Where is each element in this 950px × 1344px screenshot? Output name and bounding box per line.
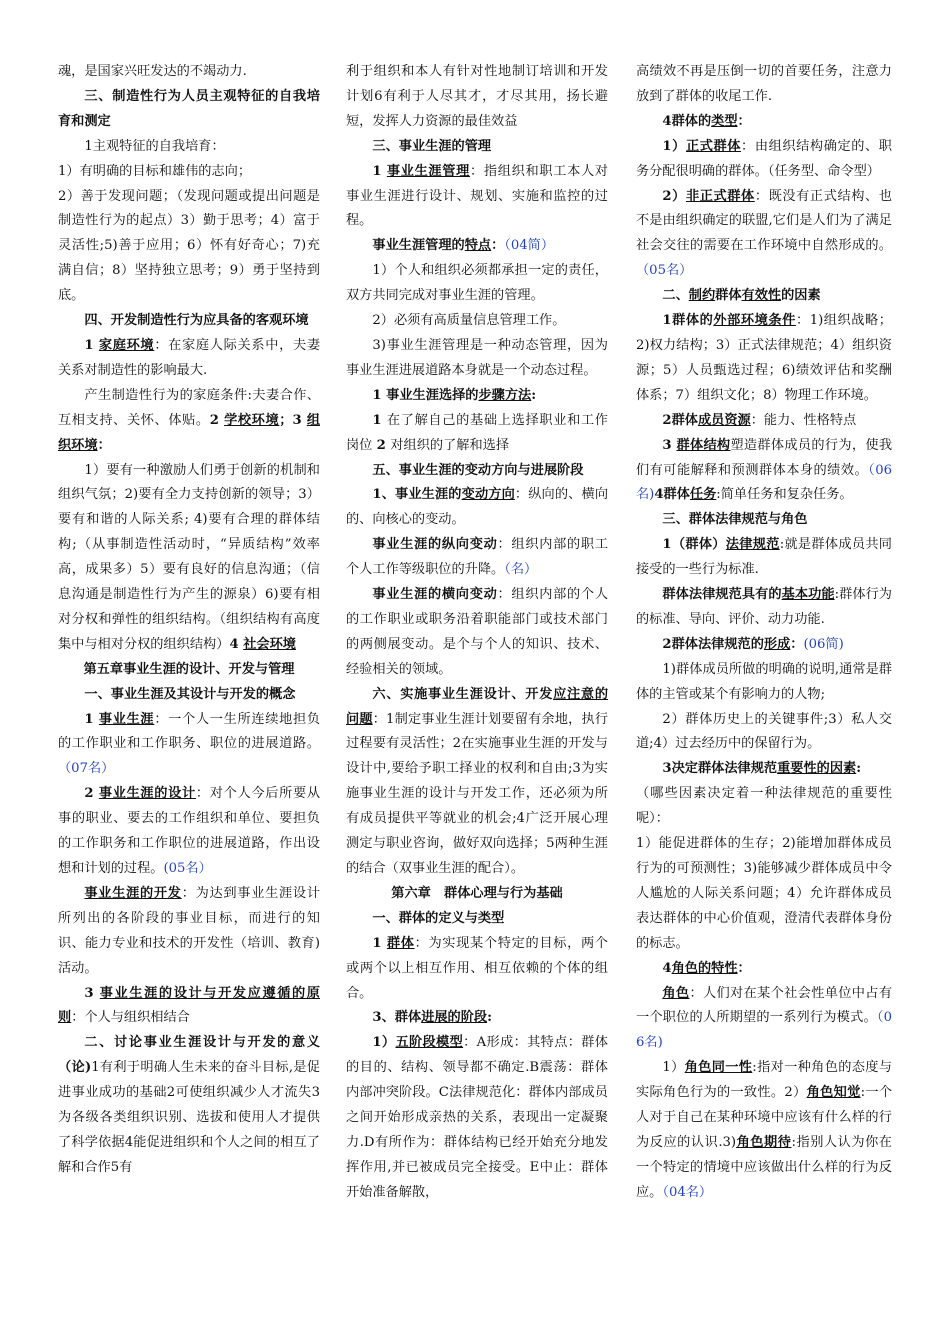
term-number: 1 <box>372 163 387 179</box>
paragraph <box>58 384 320 459</box>
punct: ； <box>279 412 293 428</box>
paragraph <box>346 160 608 235</box>
text: 1）要有一种激励人们勇于创新的机制和组织气氛；2)要有全力支持创新的领导；3）要有和谐的人际关系; 4)要有合理的群体结构;（从事制造性活动时，“异质结构”效率高，成果多）5）要有良好的信息沟通；（信息沟通是制造性行为产生的源泉）6)要有相对分权和弹性的组织结构。（组织结构有高度集中与相对分权的组织结构） <box>58 462 320 652</box>
definition: ：对个人今后所要从事的职业、要去的工作组织和单位、要担负的工作职务和工作职位的进展道路，作出设想和计划的过程。 <box>58 786 321 876</box>
paragraph <box>58 782 320 882</box>
definition: :一个人对于自己在某种环境中应该有什么样的行为反应的认识.3) <box>636 1085 893 1150</box>
term: 3、群体 <box>372 1010 422 1026</box>
term: 2群体 <box>662 412 698 428</box>
punct: ： <box>790 636 804 652</box>
term: 事业生涯的设计与开发应遵循的原则 <box>58 985 320 1026</box>
term: 学校环境 <box>224 412 280 428</box>
term-number: 2 <box>84 786 99 802</box>
text: 产生制造性行为的家庭条件:夫妻合作、互相支持、关怀、体贴。 <box>58 387 320 428</box>
term-number: 2 <box>376 437 391 453</box>
section-heading: 一、群体的定义与类型 <box>372 910 505 926</box>
section-heading: 三、事业生涯的管理 <box>372 138 492 154</box>
term: 角色同一性 <box>684 1060 753 1076</box>
paragraph <box>636 309 892 409</box>
definition: ：1制定事业生涯计划要留有余地，执行过程要有灵活性；2在实施事业生涯的开发与设计中,要给予职工择业的权利和自由;3为实施事业生涯的设计与开发工作，还必须为所有成员提供平等就业的机会;4广泛开展心理测定与职业咨询，做好双向选择；5两种生涯的结合（双事业生涯的配合）。 <box>346 711 609 876</box>
punct: ： <box>737 960 751 976</box>
definition: ：为达到事业生涯设计所列出的各阶段的事业目标，而进行的知识、能力专业和技术的开发性（培训、教育)活动。 <box>58 885 321 976</box>
definition: ：组织内部的职工个人工作等级职位的升降。 <box>346 537 609 578</box>
paragraph: 1）个人和组织必须都承担一定的责任，双方共同完成对事业生涯的管理。 <box>346 263 608 304</box>
term: 4群体 <box>654 487 690 503</box>
section-heading: 四、开发制造性行为应具备的客观环境 <box>84 313 309 329</box>
term-number: 1 <box>84 711 99 727</box>
chapter-heading: 第六章 群体心理与行为基础 <box>391 885 563 901</box>
definition: ：人们对在某个社会性单位中占有一个职位的人所期望的一系列行为模式。 <box>636 985 893 1026</box>
definition: :简单任务和复杂任务。 <box>716 487 853 503</box>
definition: 1有利于明确人生未来的奋斗目标,是促进事业成功的基础2可使组织减少人才流失3为各级各类组织识别、选拔和使用人才提供了科学依据4能促进组织和个人之间的相互了解和合作5有 <box>58 1060 320 1175</box>
paragraph <box>346 583 608 683</box>
term: 变动方向 <box>461 487 515 503</box>
term: 应注意的问题 <box>346 686 609 727</box>
term: 进展的阶段 <box>421 1010 488 1026</box>
punct: ： <box>97 437 111 453</box>
chapter-heading: 第五章事业生涯的设计、开发与管理 <box>83 661 295 677</box>
paragraph <box>636 957 892 982</box>
paragraph <box>346 1006 608 1031</box>
term: 非正式群体 <box>685 188 755 204</box>
exam-tag: （07名） <box>58 761 115 777</box>
paragraph: 2）必须有高质量信息管理工作。 <box>372 313 566 329</box>
term: 五阶段模型 <box>395 1035 464 1051</box>
paragraph <box>346 409 608 459</box>
definition: ：在家庭人际关系中，夫妻关系对制造性的影响最大. <box>58 337 321 378</box>
text: 对组织的了解和选择 <box>390 437 510 453</box>
definition: :指别人认为你在一个特定的情境中应该做出什么样的行为反应。 <box>636 1134 892 1200</box>
definition: ：指组织和职工本人对事业生涯进行设计、规划、实施和监控的过程。 <box>346 163 608 229</box>
definition: 塑造群体成员的行为，使我们有可能解释和预测群体本身的绩效。 <box>636 437 893 478</box>
paragraph <box>636 110 892 135</box>
definition: ：个人与组织相结合 <box>71 1010 190 1026</box>
definition: ：组织内部的个人的工作职业或职务沿着职能部门或技术部门的两侧展变动。是个与个人的知识、技术、经验相关的领域。 <box>346 587 609 677</box>
term: 家庭环境 <box>98 337 155 353</box>
text: 1） <box>662 1060 685 1076</box>
term-number: 1（群体） <box>662 537 726 553</box>
section-heading: 六、实施事业生涯设计、开发 <box>372 686 554 702</box>
term-number: 4 <box>229 636 244 652</box>
term: 法律规范 <box>725 537 780 553</box>
term: 群体法律规范具有的 <box>662 587 782 603</box>
term: 基本功能 <box>781 587 835 603</box>
definition: ：一个人一生所连续地担负的工作职业和工作职务、职位的进展道路。 <box>58 711 321 752</box>
section-heading: 三、制造性行为人员主观特征的自我培育和测定 <box>58 88 320 129</box>
term: 重要性的因素 <box>777 761 857 777</box>
term: 形成 <box>763 636 791 652</box>
term-number: 1 <box>372 412 387 428</box>
punct: : <box>487 1010 492 1026</box>
paragraph <box>636 633 892 658</box>
term-number: 3 <box>662 437 677 453</box>
paragraph <box>58 1031 320 1180</box>
paragraph <box>346 683 608 882</box>
paragraph <box>58 708 320 783</box>
term: 成员资源 <box>697 412 751 428</box>
exam-tag: （04简） <box>504 238 555 254</box>
term: 群体 <box>386 935 415 951</box>
section-heading: 五、事业生涯的变动方向与进展阶段 <box>372 462 584 478</box>
paragraph <box>58 982 320 1032</box>
text: 在了解自己的基础上选择职业和工作岗位 <box>346 412 608 453</box>
definition: ：由组织结构确定的、职务分配很明确的群体。（任务型、命令型） <box>636 138 892 179</box>
paragraph: 1)群体成员所做的明确的说明,通常是群体的主管或某个有影响力的人物; <box>636 661 892 702</box>
paragraph <box>636 757 892 782</box>
term: 特点 <box>464 238 492 254</box>
text: 制约 <box>688 288 716 304</box>
text: 群体 <box>715 288 742 304</box>
definition: ：为实现某个特定的目标，两个或两个以上相互作用、相互依赖的个体的组合。 <box>346 935 608 1001</box>
term: 事业生涯 <box>98 711 155 727</box>
paragraph <box>636 135 892 185</box>
term-number: 2） <box>662 188 686 204</box>
term: 角色知觉 <box>806 1085 861 1101</box>
exam-tag: （06名) <box>636 1010 892 1051</box>
punct: : <box>856 761 862 777</box>
term-number: 1 <box>84 337 99 353</box>
definition: :就是群体成员共同接受的一些行为标准. <box>636 537 892 578</box>
exam-tag: (06简) <box>803 636 844 652</box>
paragraph <box>346 1031 608 1205</box>
term: 事业生涯管理 <box>386 163 471 179</box>
paragraph: 魂，是国家兴旺发达的不竭动力. <box>58 64 247 79</box>
text: 二、 <box>662 288 689 304</box>
paragraph: 1）能促进群体的生存；2)能增加群体成员行为的可预测性；3)能够减少群体成员中令人尴尬的人际关系问题；4）允许群体成员表达群体的中心价值观，澄清代表群体身份的标志。 <box>636 836 892 951</box>
definition: ：纵向的、横向的、向核心的变动。 <box>346 487 609 528</box>
punct: ： <box>491 238 505 254</box>
paragraph: 3)事业生涯管理是一种动态管理，因为事业生涯进展道路本身就是一个动态过程。 <box>346 337 608 378</box>
term: 类型 <box>711 113 738 129</box>
definition: ：能力、性格特点 <box>750 412 857 428</box>
term-number: 2 <box>209 412 225 428</box>
section-heading: 一、事业生涯及其设计与开发的概念 <box>84 686 296 702</box>
paragraph <box>58 459 320 658</box>
text: 的因素 <box>781 288 821 304</box>
term: 步骤方法 <box>478 387 532 403</box>
term: 1、事业生涯的 <box>372 487 462 503</box>
exam-tag: (05名） <box>163 861 212 876</box>
term: 事业生涯管理的 <box>372 238 465 254</box>
term: 正式群体 <box>685 138 742 154</box>
paragraph <box>346 932 608 1007</box>
term: 社会环境 <box>243 636 296 652</box>
paragraph: 高绩效不再是压倒一切的首要任务，注意力放到了群体的收尾工作. <box>636 64 892 104</box>
definition: ：A形成：其特点：群体的目的、结构、领导都不确定.B震荡：群体内部冲突阶段。C法律规范化：群体内部成员之间开始形成亲热的关系，表现出一定凝聚力.D有所作为：群体结构已经开始充分地发挥作用,并已被成员完全接受。E中止：群体开始准备解散， <box>346 1035 608 1200</box>
column-2 <box>346 60 608 1206</box>
definition: :指对一种角色的态度与实际角色行为的一致性。2） <box>636 1060 893 1101</box>
paragraph: 1）有明确的目标和雄伟的志向； <box>58 163 252 179</box>
document-page <box>58 60 892 1330</box>
paragraph <box>636 982 892 1057</box>
exam-tag: （05名） <box>636 263 693 279</box>
term-number: 3 <box>84 985 100 1001</box>
section-heading <box>636 284 892 309</box>
term: 组织环境 <box>58 412 320 453</box>
paragraph: （哪些因素决定着一种法律规范的重要性呢）： <box>636 786 892 827</box>
punct: ： <box>737 113 751 129</box>
exam-tag: （04名） <box>662 1184 713 1200</box>
term-number: 1） <box>372 1035 396 1051</box>
term: 事业生涯的设计 <box>98 786 196 802</box>
paragraph <box>346 483 608 533</box>
paragraph <box>346 384 608 409</box>
term: 事业生涯的横向变动 <box>372 587 498 603</box>
definition: ：既没有正式结构、也不是由组织确定的联盟,它们是人们为了满足社会交往的需要在工作环境中自然形成的。 <box>636 188 893 254</box>
paragraph <box>636 1056 892 1205</box>
paragraph <box>58 334 320 384</box>
text: 有效性 <box>741 288 782 304</box>
term-number: 4 <box>662 960 672 976</box>
definition: :群体行为的标准、导向、评价、动力功能. <box>636 587 892 627</box>
term: 群体结构 <box>676 437 731 453</box>
paragraph: 利于组织和本人有针对性地制订培训和开发计划6有利于人尽其才，才尽其用，扬长避短，发挥人力资源的最佳效益 <box>346 64 608 129</box>
paragraph <box>636 434 892 509</box>
paragraph: 2）群体历史上的关键事件;3）私人交道;4）过去经历中的保留行为。 <box>636 711 892 752</box>
definition: ：1)组织战略；2)权力结构；3）正式法律规范；4）组织资源；5）人员甄选过程；6)绩效评估和奖酬体系；7）组织文化；8）物理工作环境。 <box>636 313 892 403</box>
column-1 <box>58 60 320 1181</box>
term: 3决定群体法律规范 <box>662 761 778 777</box>
paragraph <box>636 533 892 583</box>
paragraph <box>636 409 892 434</box>
section-heading: 二、讨论事业生涯设计与开发的意义（论) <box>58 1035 320 1076</box>
term: 事业生涯的纵向变动 <box>372 537 498 553</box>
term: 角色 <box>662 985 690 1001</box>
section-heading: 三、群体法律规范与角色 <box>662 512 808 528</box>
term: 4群体的 <box>662 113 712 129</box>
exam-tag: （名） <box>504 562 538 578</box>
term: 事业生涯的开发 <box>84 885 182 901</box>
term: 外部环境条件 <box>713 313 796 329</box>
paragraph: 2）善于发现问题；（发现问题或提出问题是制造性行为的起点）3）勤于思考；4）富于灵活性;5)善于应用；6）怀有好奇心；7)充满自信；8）坚持独立思考；9）勇于坚持到底。 <box>58 188 320 304</box>
paragraph <box>346 234 608 259</box>
exam-tag: （06名) <box>636 462 892 503</box>
paragraph: 1主观特征的自我培育： <box>84 138 225 154</box>
term: 角色的特性 <box>671 960 738 976</box>
term: 2群体法律规范的 <box>662 636 764 652</box>
term: 1 事业生涯选择的 <box>372 387 479 403</box>
paragraph <box>636 185 892 285</box>
term-number: 1 <box>372 935 387 951</box>
paragraph <box>346 533 608 583</box>
term: 角色期待 <box>736 1134 792 1150</box>
paragraph <box>636 583 892 633</box>
punct: : <box>531 387 537 403</box>
term-number: 1） <box>662 138 686 154</box>
column-3 <box>636 60 892 1206</box>
paragraph <box>58 882 320 982</box>
term-number: 3 <box>292 412 307 428</box>
term: 任务 <box>689 487 717 503</box>
term: 1群体的 <box>662 313 714 329</box>
